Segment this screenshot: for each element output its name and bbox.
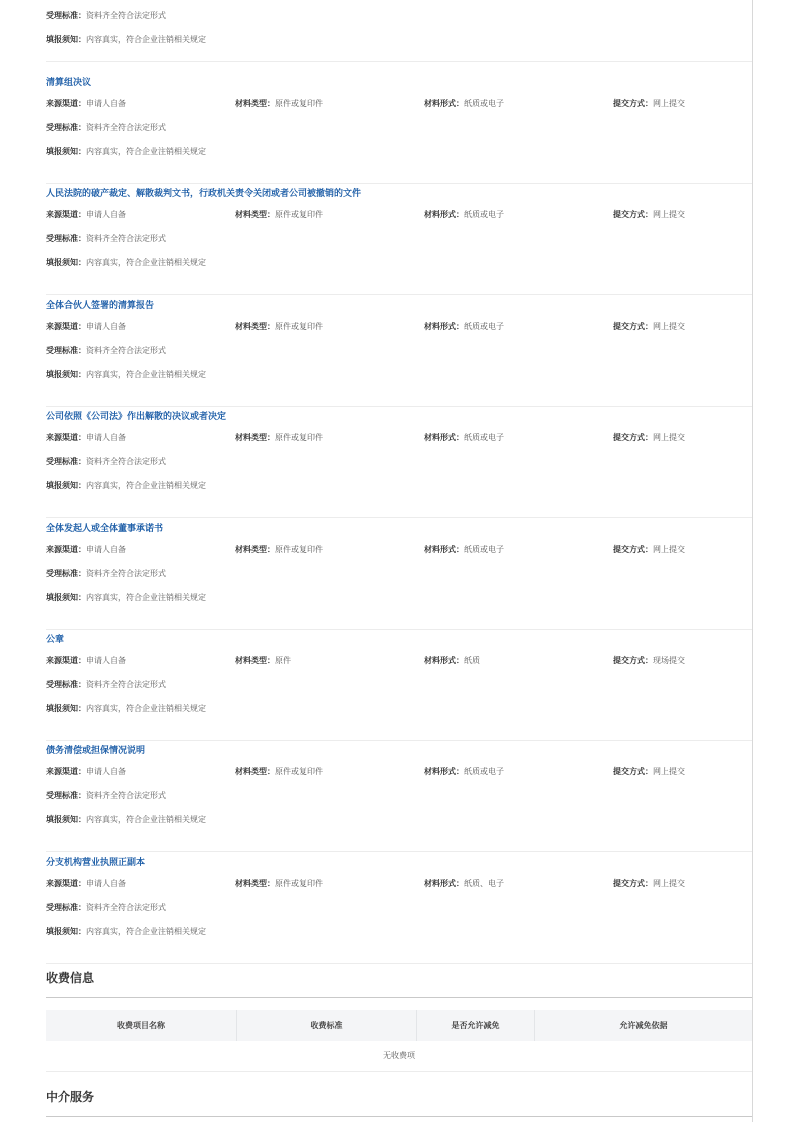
material-form — [424, 99, 504, 109]
form-label: 材料形式： — [424, 321, 464, 331]
material-notice-row — [46, 927, 206, 937]
material-type — [235, 767, 323, 777]
material-notice-row — [46, 147, 206, 157]
submit-value: 网上提交 — [653, 210, 685, 220]
source-label: 来源渠道： — [46, 544, 86, 554]
submit-value: 网上提交 — [653, 878, 685, 888]
submit-label: 提交方式： — [613, 544, 653, 554]
material-item — [46, 853, 752, 964]
form-label: 材料形式： — [424, 656, 464, 665]
form-value: 纸质或电子 — [464, 321, 504, 331]
material-source — [46, 99, 126, 109]
source-value: 申请人自备 — [86, 321, 126, 331]
form-value: 纸质或电子 — [464, 433, 504, 443]
type-value: 原件或复印件 — [275, 878, 323, 888]
material-title[interactable]: 人民法院的破产裁定、解散裁判文书，行政机关责令关闭或者公司被撤销的文件 — [46, 189, 362, 200]
material-source — [46, 545, 126, 555]
form-label: 材料形式： — [424, 433, 464, 443]
material-standard-row — [46, 903, 166, 913]
notice-label: 填报须知： — [46, 258, 86, 268]
notice-value: 内容真实，符合企业注销相关规定 — [86, 815, 206, 825]
notice-value: 内容真实，符合企业注销相关规定 — [86, 35, 206, 44]
material-submit — [613, 656, 685, 666]
material-item — [46, 630, 752, 741]
fee-empty-row: 无收费项 — [46, 1041, 752, 1072]
type-label: 材料类型： — [235, 767, 275, 777]
standard-value: 资料齐全符合法定形式 — [86, 680, 166, 689]
source-label: 来源渠道： — [46, 99, 86, 108]
form-label: 材料形式： — [424, 767, 464, 777]
material-item — [46, 407, 752, 518]
material-meta-row — [46, 433, 752, 443]
material-type — [235, 656, 291, 666]
source-value: 申请人自备 — [86, 767, 126, 777]
material-type — [235, 545, 323, 555]
material-form — [424, 656, 480, 666]
material-meta-row — [46, 545, 752, 555]
notice-value: 内容真实，符合企业注销相关规定 — [86, 147, 206, 156]
material-item — [46, 184, 752, 295]
material-title[interactable]: 清算组决议 — [46, 78, 92, 88]
standard-value: 资料齐全符合法定形式 — [86, 457, 166, 467]
material-type — [235, 322, 323, 332]
material-type — [235, 433, 323, 443]
source-label: 来源渠道： — [46, 767, 86, 777]
material-meta-row — [46, 99, 752, 109]
material-source — [46, 210, 126, 220]
material-title[interactable]: 公章 — [46, 635, 65, 645]
material-form — [424, 210, 504, 220]
material-list-page — [46, 0, 753, 1122]
material-form — [424, 322, 504, 332]
material-standard-row — [46, 680, 166, 690]
standard-value: 资料齐全符合法定形式 — [86, 11, 166, 20]
submit-label: 提交方式： — [613, 99, 653, 108]
type-label: 材料类型： — [235, 544, 275, 554]
standard-value: 资料齐全符合法定形式 — [86, 123, 166, 132]
form-value: 纸质或电子 — [464, 210, 504, 220]
type-label: 材料类型： — [235, 321, 275, 331]
type-value: 原件或复印件 — [275, 767, 323, 777]
agency-section-title: 中介服务 — [46, 1090, 95, 1104]
submit-value: 网上提交 — [653, 321, 685, 331]
form-value: 纸质或电子 — [464, 99, 504, 108]
material-title[interactable]: 分支机构营业执照正副本 — [46, 857, 146, 868]
material-submit — [613, 767, 685, 777]
material-meta-row — [46, 767, 752, 777]
standard-label: 受理标准： — [46, 123, 86, 132]
material-standard-row — [46, 457, 166, 467]
source-label: 来源渠道： — [46, 656, 86, 665]
fee-col-basis: 允许减免依据 — [534, 1010, 752, 1041]
notice-label: 填报须知： — [46, 815, 86, 825]
source-value: 申请人自备 — [86, 99, 126, 108]
material-meta-row — [46, 210, 752, 220]
submit-value: 网上提交 — [653, 767, 685, 777]
material-submit — [613, 322, 685, 332]
submit-value: 网上提交 — [653, 433, 685, 443]
top-standard-row — [46, 11, 166, 21]
form-label: 材料形式： — [424, 99, 464, 108]
notice-value: 内容真实，符合企业注销相关规定 — [86, 592, 206, 602]
notice-label: 填报须知： — [46, 481, 86, 491]
material-form — [424, 545, 504, 555]
material-type — [235, 879, 323, 889]
material-standard-row — [46, 791, 166, 801]
material-meta-row — [46, 879, 752, 889]
material-notice-row — [46, 258, 206, 268]
material-submit — [613, 99, 685, 109]
material-item — [46, 296, 752, 407]
submit-label: 提交方式： — [613, 767, 653, 777]
standard-value: 资料齐全符合法定形式 — [86, 791, 166, 801]
notice-label: 填报须知： — [46, 926, 86, 936]
divider — [46, 61, 752, 62]
material-standard-row — [46, 123, 166, 133]
notice-label: 填报须知： — [46, 704, 86, 713]
source-value: 申请人自备 — [86, 433, 126, 443]
standard-label: 受理标准： — [46, 234, 86, 244]
fee-table-header — [46, 1010, 752, 1041]
material-source — [46, 322, 126, 332]
material-item — [46, 519, 752, 630]
material-standard-row — [46, 234, 166, 244]
standard-label: 受理标准： — [46, 680, 86, 689]
submit-value: 现场提交 — [653, 656, 685, 665]
standard-label: 受理标准： — [46, 902, 86, 912]
material-title[interactable]: 公司依照《公司法》作出解散的决议或者决定 — [46, 412, 227, 423]
material-notice-row — [46, 704, 206, 714]
standard-value: 资料齐全符合法定形式 — [86, 902, 166, 912]
notice-label: 填报须知： — [46, 592, 86, 602]
submit-value: 网上提交 — [653, 99, 685, 108]
material-form — [424, 767, 504, 777]
material-source — [46, 433, 126, 443]
agency-section-divider — [46, 1116, 752, 1117]
type-value: 原件或复印件 — [275, 99, 323, 108]
standard-label: 受理标准： — [46, 568, 86, 578]
source-value: 申请人自备 — [86, 210, 126, 220]
notice-value: 内容真实，符合企业注销相关规定 — [86, 926, 206, 936]
fee-col-standard: 收费标准 — [236, 1010, 416, 1041]
submit-label: 提交方式： — [613, 878, 653, 888]
material-title[interactable]: 债务清偿或担保情况说明 — [46, 746, 146, 757]
form-label: 材料形式： — [424, 544, 464, 554]
material-form — [424, 879, 504, 889]
notice-label: 填报须知： — [46, 35, 86, 44]
notice-value: 内容真实，符合企业注销相关规定 — [86, 369, 206, 379]
material-notice-row — [46, 815, 206, 825]
source-label: 来源渠道： — [46, 433, 86, 443]
material-title[interactable]: 全体合伙人签署的清算报告 — [46, 300, 155, 311]
type-label: 材料类型： — [235, 878, 275, 888]
source-value: 申请人自备 — [86, 878, 126, 888]
form-value: 纸质或电子 — [464, 544, 504, 554]
fee-col-reduction: 是否允许减免 — [416, 1010, 534, 1041]
submit-label: 提交方式： — [613, 433, 653, 443]
source-value: 申请人自备 — [86, 656, 126, 665]
form-label: 材料形式： — [424, 210, 464, 220]
notice-label: 填报须知： — [46, 369, 86, 379]
material-source — [46, 879, 126, 889]
standard-value: 资料齐全符合法定形式 — [86, 345, 166, 355]
material-title[interactable]: 全体发起人或全体董事承诺书 — [46, 523, 164, 534]
material-source — [46, 767, 126, 777]
material-notice-row — [46, 593, 206, 603]
type-label: 材料类型： — [235, 656, 275, 665]
source-label: 来源渠道： — [46, 321, 86, 331]
standard-value: 资料齐全符合法定形式 — [86, 568, 166, 578]
material-notice-row — [46, 370, 206, 380]
standard-label: 受理标准： — [46, 11, 86, 20]
notice-value: 内容真实，符合企业注销相关规定 — [86, 704, 206, 713]
form-label: 材料形式： — [424, 878, 464, 888]
source-value: 申请人自备 — [86, 544, 126, 554]
notice-value: 内容真实，符合企业注销相关规定 — [86, 481, 206, 491]
material-submit — [613, 210, 685, 220]
form-value: 纸质或电子 — [464, 767, 504, 777]
material-type — [235, 99, 323, 109]
submit-label: 提交方式： — [613, 656, 653, 665]
material-submit — [613, 879, 685, 889]
submit-label: 提交方式： — [613, 210, 653, 220]
standard-label: 受理标准： — [46, 345, 86, 355]
standard-label: 受理标准： — [46, 791, 86, 801]
material-type — [235, 210, 323, 220]
material-item — [46, 741, 752, 852]
type-value: 原件或复印件 — [275, 544, 323, 554]
material-submit — [613, 433, 685, 443]
material-standard-row — [46, 569, 166, 579]
submit-value: 网上提交 — [653, 544, 685, 554]
form-value: 纸质 — [464, 656, 480, 665]
type-value: 原件 — [275, 656, 291, 665]
notice-value: 内容真实，符合企业注销相关规定 — [86, 258, 206, 268]
material-meta-row — [46, 322, 752, 332]
type-value: 原件或复印件 — [275, 433, 323, 443]
standard-value: 资料齐全符合法定形式 — [86, 234, 166, 244]
type-value: 原件或复印件 — [275, 321, 323, 331]
submit-label: 提交方式： — [613, 321, 653, 331]
material-submit — [613, 545, 685, 555]
fee-col-name: 收费项目名称 — [117, 1021, 165, 1030]
material-item — [46, 73, 752, 184]
material-form — [424, 433, 504, 443]
type-value: 原件或复印件 — [275, 210, 323, 220]
material-source — [46, 656, 126, 666]
material-meta-row — [46, 656, 752, 666]
source-label: 来源渠道： — [46, 878, 86, 888]
type-label: 材料类型： — [235, 210, 275, 220]
source-label: 来源渠道： — [46, 210, 86, 220]
material-standard-row — [46, 346, 166, 356]
form-value: 纸质、电子 — [464, 878, 504, 888]
material-notice-row — [46, 481, 206, 491]
type-label: 材料类型： — [235, 433, 275, 443]
top-notice-row — [46, 35, 206, 45]
notice-label: 填报须知： — [46, 147, 86, 156]
standard-label: 受理标准： — [46, 457, 86, 467]
type-label: 材料类型： — [235, 99, 275, 108]
fee-section-divider — [46, 997, 752, 998]
fee-section-title: 收费信息 — [46, 971, 95, 985]
